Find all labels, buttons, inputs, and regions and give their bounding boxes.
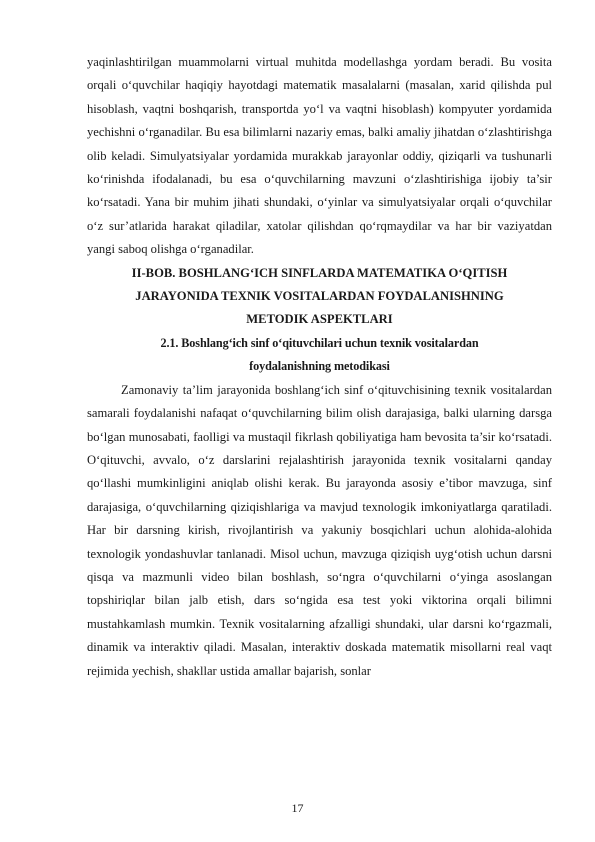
section-heading <box>87 332 552 379</box>
section-heading-line-1: 2.1. Boshlang‘ich sinf o‘qituvchilari uchun texnik vositalardan <box>160 335 479 350</box>
document-page <box>87 51 552 683</box>
intro-paragraph: yaqinlashtirilgan muammolarni virtual muhitda modellashga yordam beradi. Bu vosita orqali o‘quvchilar haqiqiy hayotdagi matematik masalalarni (masalan, xarid qilishda pul hisoblash, vaqtni boshqarish, transportda yo‘l va vaqtni hisoblash) kompyuter yordamida yechishni o‘rganadilar. Bu esa bilimlarni nazariy emas, balki amaliy jihatdan o‘zlashtirishga olib keladi. Simulyatsiyalar yordamida murakkab jarayonlar oddiy, qiziqarli va tushunarli ko‘rinishda ifodalanadi, bu esa o‘quvchilarning mavzuni o‘zlashtirishiga ijobiy ta’sir ko‘rsatadi. Yana bir muhim jihati shundaki, o‘yinlar va simulyatsiyalar orqali o‘quvchilar o‘z sur’atlarida harakat qiladilar, xatolar qilishdan qo‘rqmaydilar va har bir vaziyatdan yangi saboq olishga o‘rganadilar. <box>87 55 552 257</box>
chapter-heading-line-3: METODIK ASPEKTLARI <box>246 312 393 327</box>
body-paragraph: Zamonaviy ta’lim jarayonida boshlang‘ich sinf o‘qituvchisining texnik vositalardan samarali foydalanishi nafaqat o‘quvchilarning bilim olish darajasiga, balki ularning darsga bo‘lgan munosabati, faolligi va mustaqil fikrlash qobiliyatiga ham bevosita ta’sir ko‘rsatadi. O‘qituvchi, avvalo, o‘z darslarini rejalashtirish jarayonida texnik vositalarni qanday qo‘llashi mumkinligini aniqlab olishi kerak. Bu jarayonda asosiy e’tibor mavzuga, sinf darajasiga, o‘quvchilarning qiziqishlariga va mavjud texnologik imkoniyatlarga qaratiladi. Har bir darsning kirish, rivojlantirish va yakuniy bosqichlari uchun alohida-alohida texnologik yondashuvlar tanlanadi. Misol uchun, mavzuga qiziqish uyg‘otish uchun darsni qisqa va mazmunli video bilan boshlash, so‘ngra o‘quvchilarni o‘yinga asoslangan topshiriqlar bilan jalb etish, dars so‘ngida esa test yoki viktorina orqali bilimni mustahkamlash mumkin. Texnik vositalarning afzalligi shundaki, ular darsni ko‘rgazmali, dinamik va interaktiv qiladi. Masalan, interaktiv doskada matematik misollarni real vaqt rejimida yechish, shakllar ustida amallar bajarish, sonlar <box>87 382 552 678</box>
section-heading-line-2: foydalanishning metodikasi <box>249 359 390 374</box>
chapter-heading-line-1: II-BOB. BOSHLANG‘ICH SINFLARDA MATEMATIKA O‘QITISH <box>131 265 508 280</box>
page-number: 17 <box>291 801 304 815</box>
chapter-heading <box>87 262 552 332</box>
chapter-heading-line-2: JARAYONIDA TEXNIK VOSITALARDAN FOYDALANISHNING <box>135 289 504 304</box>
